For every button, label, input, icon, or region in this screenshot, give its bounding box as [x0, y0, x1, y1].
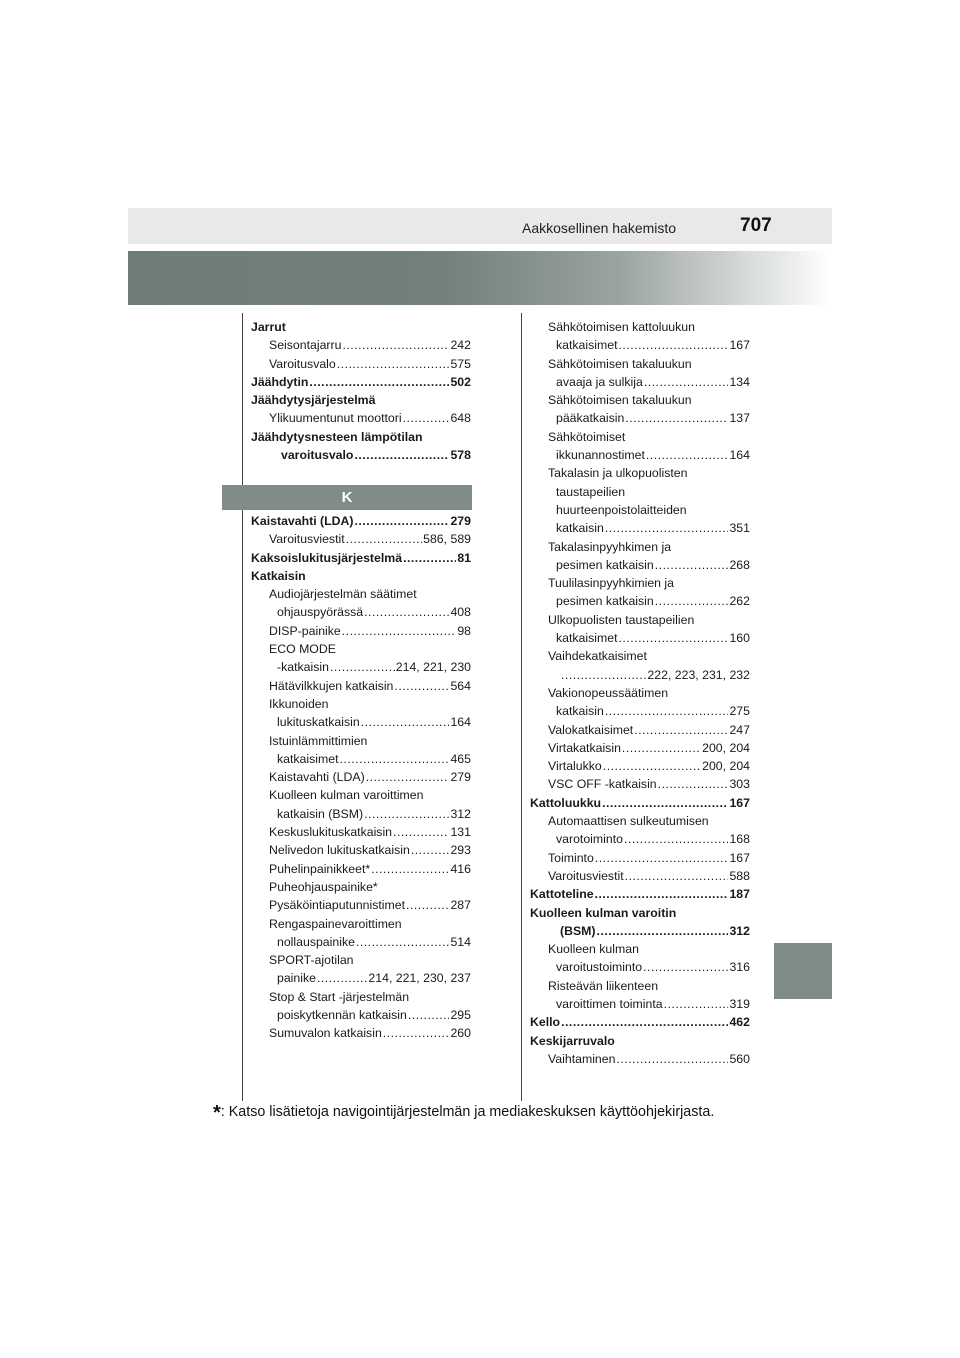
index-entry — [251, 1024, 471, 1042]
index-entry-text: pesimen katkaisin — [556, 594, 654, 609]
index-entry — [530, 336, 750, 354]
index-entry — [530, 702, 750, 720]
index-entry — [251, 373, 471, 391]
index-entry — [530, 391, 750, 409]
index-entry — [530, 849, 750, 867]
index-entry — [530, 538, 750, 556]
index-entry — [251, 933, 471, 951]
index-entry-page: 465 — [450, 751, 471, 766]
index-entry-text: Ulkopuolisten taustapeilien — [548, 612, 695, 627]
index-entry — [530, 830, 750, 848]
index-entry-text: Puhelinpainikkeet* — [269, 861, 371, 876]
index-entry-text: pääkatkaisin — [556, 411, 625, 426]
index-entry — [251, 567, 471, 585]
index-entry-text: SPORT-ajotilan — [269, 953, 354, 968]
section-letter-k: K — [222, 485, 472, 510]
index-entry — [530, 574, 750, 592]
index-entry — [530, 775, 750, 793]
index-entry-text: lukituskatkaisin — [277, 715, 360, 730]
index-entry-text: -katkaisin — [277, 660, 329, 675]
dot-leader — [655, 592, 729, 610]
index-entry — [530, 940, 750, 958]
index-entry — [251, 823, 471, 841]
index-entry-page: 316 — [729, 960, 750, 975]
page-title: Aakkosellinen hakemisto — [522, 220, 677, 236]
dot-leader — [364, 805, 449, 823]
index-entry-page: 588 — [729, 868, 750, 883]
index-side-tab — [774, 943, 832, 999]
index-entry-page: 408 — [450, 605, 471, 620]
index-entry-page: 164 — [450, 715, 471, 730]
index-entry — [530, 995, 750, 1013]
index-entry-page: 279 — [450, 770, 471, 785]
index-entry — [530, 904, 750, 922]
index-entry-text: Jarrut — [251, 320, 286, 334]
middle-column-rule — [521, 313, 522, 1101]
index-entry — [530, 464, 750, 482]
index-entry — [251, 658, 471, 676]
dot-leader — [354, 446, 449, 464]
index-entry-page: 312 — [729, 923, 750, 938]
index-entry-text: Takalasinpyyhkimen ja — [548, 539, 672, 554]
dot-leader — [317, 969, 367, 987]
index-entry-text: Jäähdytysnesteen lämpötilan — [251, 429, 423, 444]
index-entry-text: VSC OFF -katkaisin — [548, 777, 657, 792]
index-entry-page: 319 — [729, 996, 750, 1011]
dot-leader — [597, 922, 729, 940]
index-entry-text: varoittimen toiminta — [556, 996, 663, 1011]
index-entry-text: katkaisin — [556, 521, 604, 536]
index-entry-text: Tuulilasinpyyhkimien ja — [548, 576, 674, 591]
index-entry-page: 560 — [729, 1051, 750, 1066]
index-entry-text: Kaistavahti (LDA) — [251, 514, 354, 528]
index-entry-text: varotoiminto — [556, 832, 623, 847]
index-entry-text: painike — [277, 971, 316, 986]
index-entry-page: 167 — [729, 850, 750, 865]
index-entry — [251, 988, 471, 1006]
index-entry-text: Jäähdytin — [251, 374, 309, 389]
dot-leader — [394, 677, 449, 695]
index-entry-text: Keskuslukituskatkaisin — [269, 825, 393, 840]
index-entry — [530, 739, 750, 757]
dot-leader — [340, 750, 450, 768]
index-entry-text: Ylikuumentunut moottori — [269, 411, 402, 426]
index-entry-text: Kuolleen kulman varoittimen — [269, 788, 424, 803]
index-entry — [251, 860, 471, 878]
index-entry-page: 200, 204 — [702, 759, 750, 774]
index-entry — [251, 969, 471, 987]
index-entry-text: (BSM) — [560, 923, 596, 938]
dot-leader — [342, 336, 449, 354]
dot-leader — [356, 933, 450, 951]
index-entry-page: 293 — [450, 843, 471, 858]
index-entry — [530, 556, 750, 574]
index-entry — [530, 519, 750, 537]
dot-leader — [561, 666, 646, 684]
index-entry-text: Seisontajarru — [269, 338, 342, 353]
index-entry-text: ECO MODE — [269, 642, 336, 657]
dot-leader — [646, 446, 729, 464]
index-entry-text: Sähkötoimisen takaluukun — [548, 356, 692, 371]
dot-leader — [371, 860, 449, 878]
index-entry-page: 200, 204 — [702, 740, 750, 755]
index-entry — [251, 896, 471, 914]
dot-leader — [595, 849, 729, 867]
footnote — [213, 1102, 714, 1125]
dot-leader — [330, 658, 395, 676]
index-entry — [251, 585, 471, 603]
index-entry-text: Kattoteline — [530, 887, 594, 902]
index-entry-page: 167 — [729, 795, 750, 810]
dot-leader — [625, 867, 729, 885]
index-entry-text: Pysäköintiaputunnistimet — [269, 898, 406, 913]
index-entry-text: Vaihdekatkaisimet — [548, 649, 647, 664]
index-entry-text: katkaisimet — [277, 751, 339, 766]
index-entry — [530, 1050, 750, 1068]
index-entry-text: Rengaspainevaroittimen — [269, 916, 402, 931]
index-entry-page: 586, 589 — [423, 532, 471, 547]
index-entry — [530, 757, 750, 775]
index-entry-page: 416 — [450, 861, 471, 876]
dot-leader — [393, 823, 449, 841]
index-entry-text: Istuinlämmittimien — [269, 733, 368, 748]
index-entry — [530, 922, 750, 940]
index-entry-text: Sähkötoimiset — [548, 429, 626, 444]
index-entry-text: katkaisin (BSM) — [277, 806, 364, 821]
index-entry-text: Jäähdytysjärjestelmä — [251, 393, 376, 408]
index-entry-page: 134 — [729, 374, 750, 389]
index-entry — [530, 977, 750, 995]
index-entry — [530, 794, 750, 812]
index-entry-text: Sähkötoimisen takaluukun — [548, 393, 692, 408]
index-entry — [530, 501, 750, 519]
dot-leader — [664, 995, 729, 1013]
dot-leader — [403, 409, 450, 427]
index-entry-text: Risteävän liikenteen — [548, 978, 659, 993]
index-entry-text: Takalasin ja ulkopuolisten — [548, 466, 688, 481]
index-entry — [530, 1013, 750, 1031]
dot-leader — [624, 830, 728, 848]
dot-leader — [619, 336, 729, 354]
index-entry — [530, 867, 750, 885]
index-entry — [530, 611, 750, 629]
index-entry — [251, 446, 471, 464]
index-entry-text: Stop & Start -järjestelmän — [269, 989, 410, 1004]
index-entry — [530, 721, 750, 739]
dot-leader — [411, 841, 450, 859]
index-entry-text: Sumuvalon katkaisin — [269, 1026, 382, 1041]
dot-leader — [655, 556, 729, 574]
index-entry — [251, 805, 471, 823]
index-entry-text: Audiojärjestelmän säätimet — [269, 587, 417, 602]
index-entry — [530, 1032, 750, 1050]
index-entry-page: 502 — [450, 374, 471, 389]
left-column-rule — [242, 313, 243, 1101]
index-column-2 — [530, 318, 750, 1068]
index-entry-page: 242 — [450, 338, 471, 353]
index-entry-page: 222, 223, 231, 232 — [647, 667, 750, 682]
dot-leader — [643, 958, 728, 976]
index-entry-text: ohjauspyörässä — [277, 605, 364, 620]
index-entry — [251, 786, 471, 804]
index-entry — [251, 878, 471, 896]
index-entry-page: 275 — [729, 704, 750, 719]
index-entry-text: varoitusvalo — [281, 448, 354, 463]
index-entry-text: Vakionopeussäätimen — [548, 685, 669, 700]
index-entry-page: 648 — [450, 411, 471, 426]
index-entry-text: Keskijarruvalo — [530, 1033, 615, 1048]
index-entry-text: Varoitusviestit — [269, 532, 345, 547]
index-entry — [530, 629, 750, 647]
dot-leader — [561, 1013, 728, 1031]
index-entry-text: Varoitusviestit — [548, 868, 624, 883]
index-entry — [251, 732, 471, 750]
index-entry — [251, 530, 471, 548]
index-column-1a — [251, 318, 471, 464]
index-entry-text: Puheohjauspainike* — [269, 879, 378, 894]
index-entry — [530, 666, 750, 684]
dot-leader — [342, 622, 457, 640]
dot-leader — [383, 1024, 450, 1042]
footnote-text: : Katso lisätietoja navigointijärjestelmän ja mediakeskuksen käyttöohjekirjasta. — [220, 1104, 715, 1120]
index-entry-text: poiskytkennän katkaisin — [277, 1008, 407, 1023]
index-entry — [530, 885, 750, 903]
index-entry — [251, 512, 471, 530]
index-entry-text: katkaisimet — [556, 631, 618, 646]
dot-leader — [403, 549, 456, 567]
dot-leader — [644, 373, 729, 391]
index-entry — [530, 428, 750, 446]
index-entry — [530, 958, 750, 976]
index-entry — [251, 549, 471, 567]
index-entry — [251, 951, 471, 969]
index-entry — [251, 1006, 471, 1024]
index-entry — [251, 391, 471, 409]
dot-leader — [622, 739, 701, 757]
index-entry — [530, 483, 750, 501]
index-entry — [251, 915, 471, 933]
index-entry — [251, 677, 471, 695]
index-entry-page: 351 — [729, 521, 750, 536]
index-entry-page: 214, 221, 230 — [395, 660, 471, 675]
index-entry-text: Valokatkaisimet — [548, 722, 634, 737]
index-entry-page: 262 — [729, 594, 750, 609]
index-entry — [530, 409, 750, 427]
index-entry-page: 260 — [450, 1026, 471, 1041]
header-gradient-band — [128, 251, 832, 305]
index-entry-text: huurteenpoistolaitteiden — [556, 502, 687, 517]
index-entry-text: avaaja ja sulkija — [556, 374, 643, 389]
index-entry-text: Kello — [530, 1015, 561, 1030]
index-entry — [251, 695, 471, 713]
index-entry-page: 160 — [729, 631, 750, 646]
index-entry-page: 575 — [450, 356, 471, 371]
index-entry — [251, 318, 471, 336]
dot-leader — [603, 757, 701, 775]
index-entry — [251, 750, 471, 768]
index-entry — [530, 684, 750, 702]
index-entry-page: 81 — [457, 550, 471, 565]
index-entry-text: Ikkunoiden — [269, 696, 329, 711]
dot-leader — [595, 885, 729, 903]
index-entry — [251, 768, 471, 786]
index-entry — [251, 603, 471, 621]
dot-leader — [616, 1050, 728, 1068]
dot-leader — [605, 519, 729, 537]
index-entry-text: Kattoluukku — [530, 795, 602, 810]
index-entry-page: 164 — [729, 448, 750, 463]
index-entry-page: 279 — [450, 514, 471, 528]
index-entry-text: Katkaisin — [251, 568, 306, 583]
index-entry-text: DISP-painike — [269, 623, 341, 638]
index-entry-page: 247 — [729, 722, 750, 737]
index-column-1b — [251, 512, 471, 1043]
index-entry — [251, 841, 471, 859]
index-entry-text: Toiminto — [548, 850, 594, 865]
index-entry-page: 564 — [450, 678, 471, 693]
dot-leader — [346, 530, 422, 548]
header-bar — [128, 208, 832, 244]
index-entry-text: katkaisimet — [556, 338, 618, 353]
index-entry-text: varoitustoiminto — [556, 960, 643, 975]
index-entry — [251, 713, 471, 731]
index-entry-text: Kuolleen kulman varoitin — [530, 905, 677, 920]
index-entry — [251, 355, 471, 373]
dot-leader — [619, 629, 729, 647]
index-entry-text: Kuolleen kulman — [548, 942, 639, 957]
index-entry-text: Kaksoislukitusjärjestelmä — [251, 550, 403, 565]
index-entry-page: 98 — [457, 623, 471, 638]
dot-leader — [364, 603, 449, 621]
index-entry-page: 137 — [729, 411, 750, 426]
index-entry — [251, 336, 471, 354]
index-entry-page: 295 — [450, 1008, 471, 1023]
page-number: 707 — [740, 215, 772, 236]
index-entry-text: Automaattisen sulkeutumisen — [548, 814, 709, 829]
index-entry-page: 287 — [450, 898, 471, 913]
index-entry — [530, 373, 750, 391]
index-entry-text: Vaihtaminen — [548, 1051, 616, 1066]
index-entry — [530, 647, 750, 665]
index-entry-page: 303 — [729, 777, 750, 792]
index-entry-text: ikkunannostimet — [556, 448, 645, 463]
index-entry — [251, 409, 471, 427]
index-entry — [530, 592, 750, 610]
index-entry-text: Kaistavahti (LDA) — [269, 770, 365, 785]
dot-leader — [634, 721, 728, 739]
index-entry-text: Virtakatkaisin — [548, 740, 621, 755]
index-entry-text: pesimen katkaisin — [556, 557, 654, 572]
footnote-star: * — [213, 1102, 221, 1124]
dot-leader — [605, 702, 729, 720]
dot-leader — [602, 794, 728, 812]
index-entry — [251, 428, 471, 446]
dot-leader — [408, 1006, 450, 1024]
index-entry-page: 268 — [729, 557, 750, 572]
index-entry-text: taustapeilien — [556, 484, 626, 499]
index-entry — [530, 355, 750, 373]
dot-leader — [337, 355, 450, 373]
index-entry-page: 214, 221, 230, 237 — [368, 971, 471, 986]
index-entry-page: 312 — [450, 806, 471, 821]
index-entry-text: nollauspainike — [277, 934, 355, 949]
index-entry-page: 131 — [450, 825, 471, 840]
index-entry-text: katkaisin — [556, 704, 604, 719]
index-entry-page: 187 — [729, 887, 750, 902]
dot-leader — [406, 896, 449, 914]
index-entry-page: 168 — [729, 832, 750, 847]
index-entry-page: 462 — [729, 1015, 750, 1030]
index-entry-page: 578 — [450, 448, 471, 463]
index-entry — [251, 622, 471, 640]
dot-leader — [366, 768, 450, 786]
dot-leader — [355, 512, 450, 530]
index-entry-page: 167 — [729, 338, 750, 353]
dot-leader — [658, 775, 729, 793]
index-entry — [251, 640, 471, 658]
index-entry-text: Virtalukko — [548, 759, 602, 774]
index-entry-text: Sähkötoimisen kattoluukun — [548, 320, 695, 334]
index-entry-page: 514 — [450, 934, 471, 949]
dot-leader — [309, 373, 449, 391]
index-entry-text: Hätävilkkujen katkaisin — [269, 678, 394, 693]
index-entry — [530, 812, 750, 830]
index-entry-text: Varoitusvalo — [269, 356, 336, 371]
dot-leader — [625, 409, 728, 427]
dot-leader — [361, 713, 450, 731]
index-entry-text: Nelivedon lukituskatkaisin — [269, 843, 410, 858]
index-entry — [530, 318, 750, 336]
index-entry — [530, 446, 750, 464]
